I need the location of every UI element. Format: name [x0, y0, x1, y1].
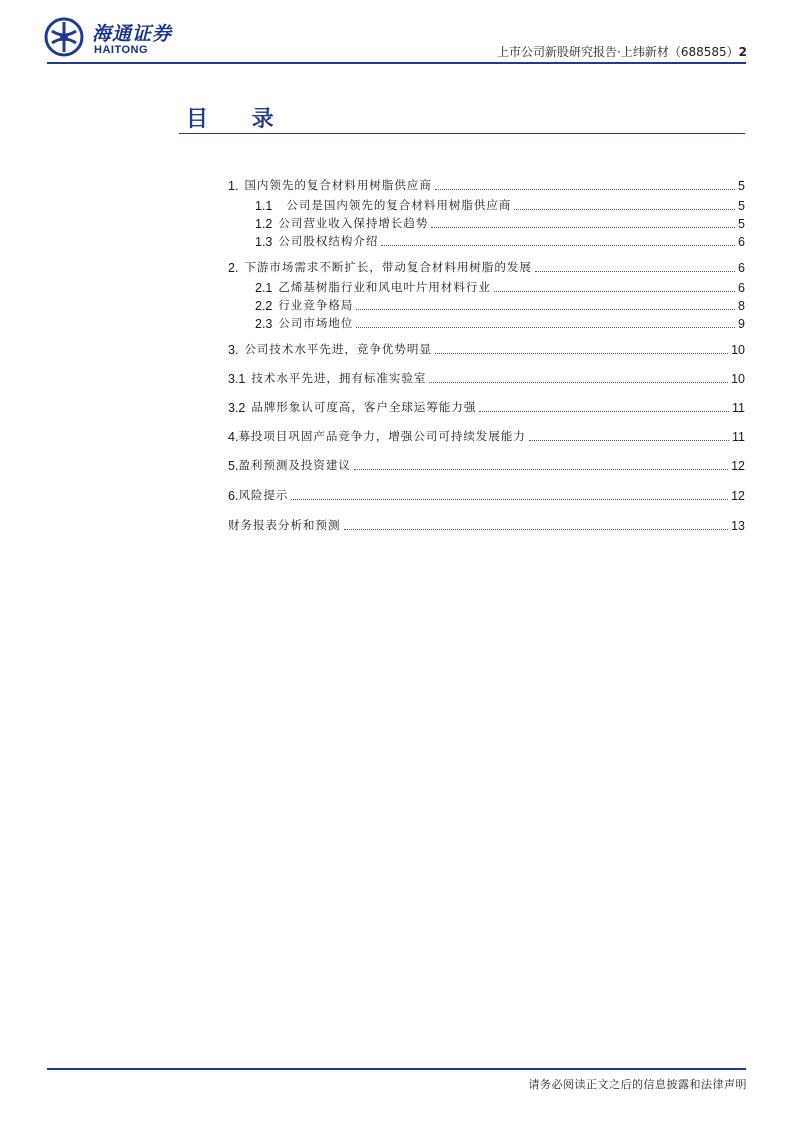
toc-entry-page: 6	[738, 261, 745, 275]
toc-entry-label: 下游市场需求不断扩长，带动复合材料用树脂的发展	[244, 260, 532, 274]
toc-entry-label: 公司技术水平先进，竞争优势明显	[244, 342, 432, 356]
toc-entry-number: 2.3	[255, 317, 273, 331]
toc-leader-dots	[435, 353, 728, 354]
toc-entry-page: 8	[738, 299, 745, 313]
toc-entry[interactable]	[228, 341, 745, 357]
toc-entry-label: 公司股权结构介绍	[278, 234, 379, 248]
toc-entry[interactable]	[228, 259, 745, 275]
header-divider	[47, 62, 746, 64]
toc-entry-page: 9	[738, 317, 745, 331]
toc-title: 目 录	[186, 107, 292, 132]
toc-leader-dots	[429, 382, 728, 383]
toc-leader-dots	[535, 271, 735, 272]
toc-entry-label: 募投项目巩固产品竞争力，增强公司可持续发展能力	[238, 429, 526, 443]
toc-entry-number: 5.	[228, 459, 239, 473]
toc-entry-page: 5	[738, 217, 745, 231]
toc-entry-page: 5	[738, 199, 745, 213]
toc-entry-label: 财务报表分析和预测	[228, 518, 341, 532]
report-label: 上市公司新股研究报告·上纬新材（688585）	[497, 45, 739, 59]
toc-leader-dots	[381, 245, 735, 246]
toc-leader-dots	[479, 411, 729, 412]
toc-entry-page: 11	[732, 430, 745, 444]
toc-entry[interactable]	[255, 233, 745, 249]
toc-leader-dots	[514, 209, 735, 210]
toc-entry-number: 2.	[228, 261, 239, 275]
toc-entry[interactable]	[255, 297, 745, 313]
toc-entry-number: 2.1	[255, 281, 273, 295]
toc-leader-dots	[356, 309, 735, 310]
toc-entry[interactable]	[228, 487, 745, 503]
toc-entry-page: 12	[731, 489, 745, 503]
toc-entry-page: 10	[731, 343, 745, 357]
toc-entry-number: 1.1	[255, 199, 273, 213]
brand-name-en: HAITONG	[94, 44, 149, 56]
toc-entry-label: 技术水平先进，拥有标准实验室	[251, 371, 427, 385]
toc-entry[interactable]	[255, 279, 745, 295]
toc-entry-page: 13	[731, 519, 745, 533]
haitong-logo-icon	[44, 17, 84, 57]
toc-entry-label: 公司市场地位	[278, 316, 354, 330]
toc-entry[interactable]	[255, 315, 745, 331]
toc-entry-label: 公司是国内领先的复合材料用树脂供应商	[286, 198, 512, 212]
page-number: 2	[738, 45, 747, 59]
brand-name-cn: 海通证券	[92, 23, 173, 45]
footer-disclaimer: 请务必阅读正文之后的信息披露和法律声明	[528, 1078, 747, 1091]
toc-leader-dots	[291, 499, 728, 500]
toc-entry-number: 3.2	[228, 401, 246, 415]
toc-entry-number: 3.	[228, 343, 239, 357]
toc-entry[interactable]	[255, 215, 745, 231]
toc-entry-page: 11	[732, 401, 745, 415]
toc-title-divider	[179, 133, 745, 134]
haitong-logo	[44, 17, 194, 61]
toc-entry-page: 5	[738, 179, 745, 193]
toc-entry-label: 国内领先的复合材料用树脂供应商	[244, 178, 432, 192]
toc-entry[interactable]	[228, 370, 745, 386]
toc-leader-dots	[435, 189, 735, 190]
toc-entry-page: 12	[731, 459, 745, 473]
toc-leader-dots	[344, 529, 729, 530]
toc-leader-dots	[494, 291, 735, 292]
toc-leader-dots	[356, 327, 735, 328]
toc-entry[interactable]	[228, 517, 745, 533]
toc-entry-number: 1.3	[255, 235, 273, 249]
toc-entry-label: 风险提示	[238, 488, 289, 502]
toc-entry-label: 品牌形象认可度高，客户全球运筹能力强	[251, 400, 477, 414]
toc-entry[interactable]	[228, 457, 745, 473]
toc-entry-page: 6	[738, 281, 745, 295]
toc-entry-number: 4.	[228, 430, 239, 444]
toc-entry-label: 公司营业收入保持增长趋势	[278, 216, 429, 230]
toc-entry-number: 1.2	[255, 217, 273, 231]
toc-entry[interactable]	[228, 177, 745, 193]
toc-entry-number: 1.	[228, 179, 239, 193]
toc-entry-label: 乙烯基树脂行业和风电叶片用材料行业	[278, 280, 491, 294]
footer-divider	[47, 1068, 746, 1070]
toc-leader-dots	[354, 469, 728, 470]
report-header	[497, 43, 747, 60]
toc-entry-page: 10	[731, 372, 745, 386]
toc-leader-dots	[431, 227, 735, 228]
toc-entry-label: 盈利预测及投资建议	[238, 458, 351, 472]
toc-entry[interactable]	[228, 399, 745, 415]
toc-entry-number: 2.2	[255, 299, 273, 313]
toc-entry[interactable]	[228, 428, 745, 444]
toc-entry-label: 行业竞争格局	[278, 298, 354, 312]
toc-entry[interactable]	[255, 197, 745, 213]
toc-entry-number: 6.	[228, 489, 239, 503]
toc-leader-dots	[529, 440, 729, 441]
toc-entry-number: 3.1	[228, 372, 246, 386]
toc-entry-page: 6	[738, 235, 745, 249]
